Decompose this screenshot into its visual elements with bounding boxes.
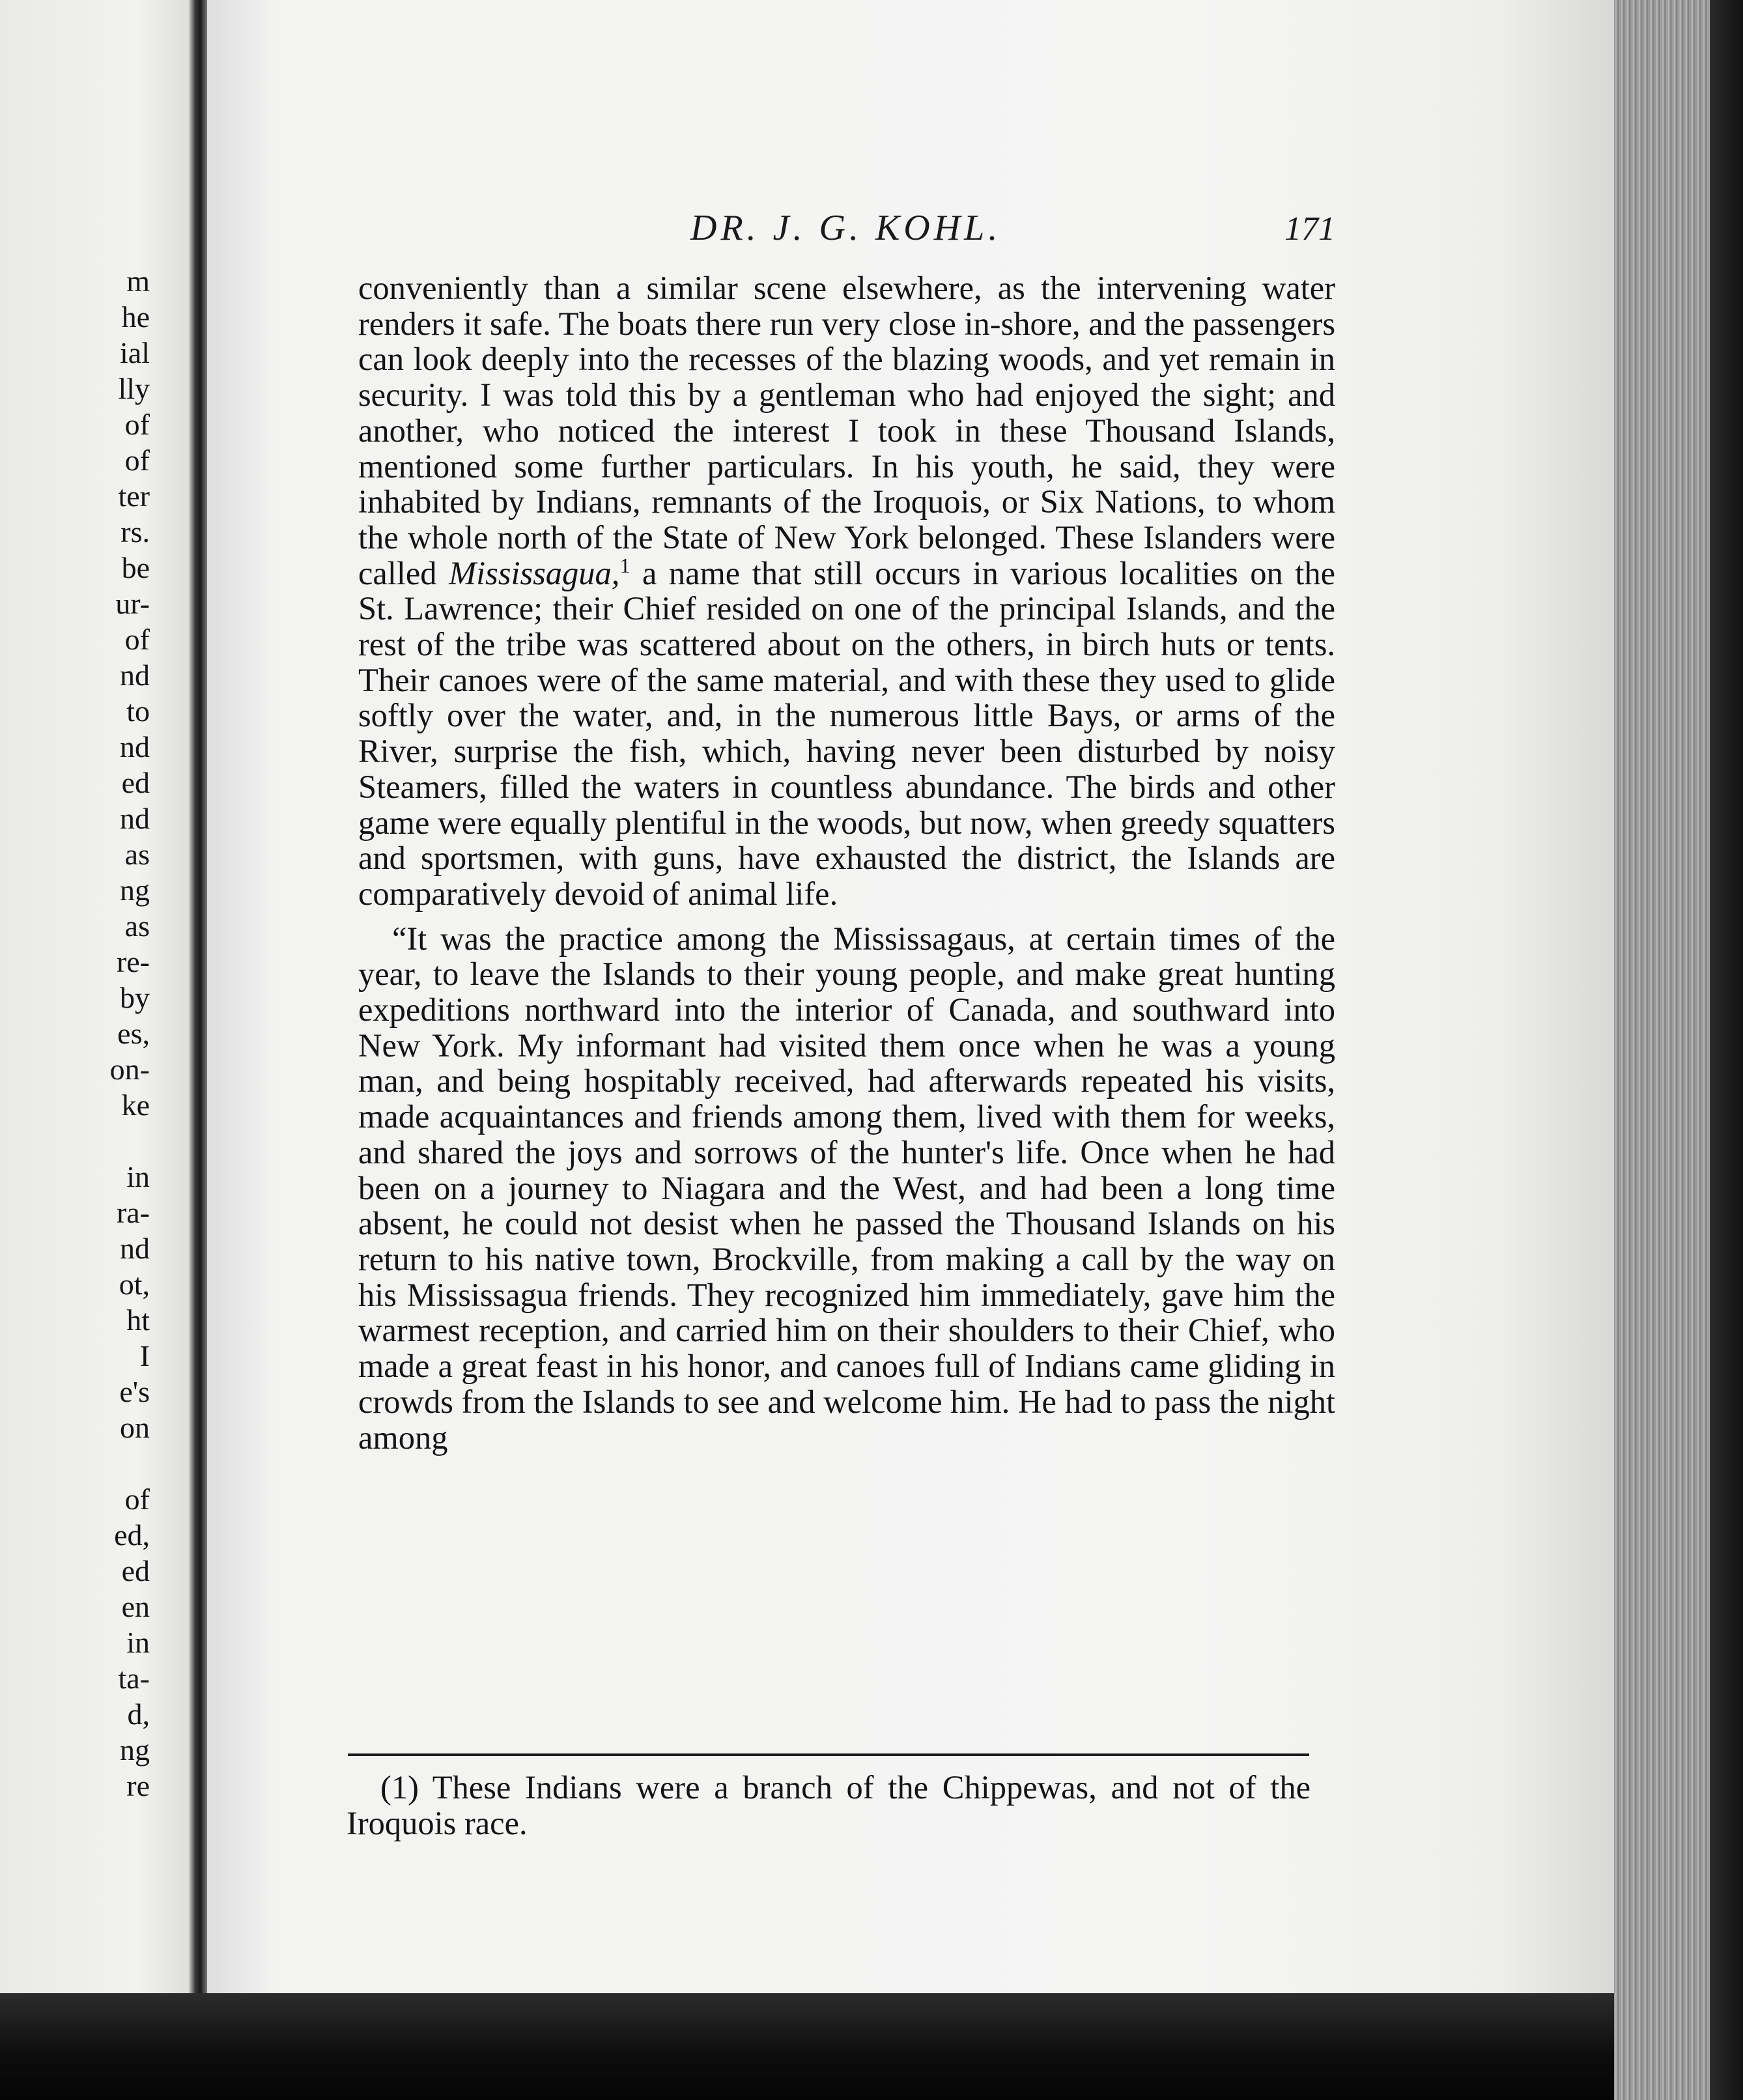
footnote-text: (1) These Indians were a branch of the Chippewas, and not of the Iroquois race. (347, 1769, 1311, 1841)
previous-page-fragment: as (124, 838, 150, 871)
previous-page-fragment: ng (120, 1733, 150, 1767)
previous-page-fragment: on (120, 1411, 150, 1444)
previous-page-fragment: in (126, 1160, 150, 1193)
previous-page-fragment: be (121, 551, 150, 584)
previous-page-fragment: ot, (119, 1268, 150, 1301)
previous-page-fragment: ed (121, 766, 150, 799)
footnote (347, 1770, 1311, 1841)
previous-page-fragment: ed, (114, 1518, 150, 1552)
previous-page-fragment: of (124, 444, 150, 477)
previous-page-fragment: ng (120, 873, 150, 907)
paragraph-2: “It was the practice among the Mississagaus, at certain times of the year, to leave the Islands to their young people, and make great hunting expeditions northward into the interior of Canada, and southward into New York. My informant had visited them once when he was a young man, and being hospitably received, had afterwards repeated his visits, made acquaintances and friends among them, lived with them for weeks, and shared the joys and sorrows of the hunter's life. Once when he had been on a journey to Niagara and the West, and had been a long time absent, he could not desist when he passed the Thousand Islands on his return to his native town, Brockville, from making a call by the way on his Mississagua friends. They recognized him immediately, gave him the warmest reception, and carried him on their shoulders to their Chief, who made a great feast in his honor, and canoes full of Indians came gliding in crowds from the Islands to see and welcome him. He had to pass the night among (358, 920, 1335, 1456)
scan-bottom-shadow (0, 1993, 1614, 2100)
previous-page-fragment: by (120, 981, 150, 1014)
previous-page-fragment: nd (120, 802, 150, 835)
previous-page-fragment: nd (120, 1232, 150, 1265)
previous-page-fragment: ed (121, 1554, 150, 1587)
previous-page-fragment: e's (119, 1375, 150, 1408)
previous-page-fragment: m (126, 264, 150, 298)
previous-page-fragment: re- (116, 945, 150, 978)
previous-page-fragment: of (124, 408, 150, 441)
previous-page-fragment: nd (120, 659, 150, 692)
previous-page-fragment: to (126, 694, 150, 728)
previous-page-fragment: ke (121, 1088, 150, 1122)
previous-page-fragment: I (139, 1339, 150, 1372)
previous-page-fragment: as (124, 909, 150, 943)
previous-page-fragment: ter (118, 479, 150, 513)
previous-page-fragment: ta- (118, 1662, 150, 1695)
previous-page-fragment: he (121, 300, 150, 333)
footnote-rule (348, 1753, 1309, 1756)
italic-term-mississagua: Mississagua, (449, 554, 620, 591)
previous-page-fragment: re (126, 1769, 150, 1802)
page-number: 171 (1284, 210, 1335, 248)
paragraph-1 (358, 270, 1335, 912)
running-title: DR. J. G. KOHL. (690, 208, 1002, 248)
previous-page-fragment: of (124, 623, 150, 656)
previous-page-edge (0, 0, 195, 1993)
body-text (358, 270, 1335, 1455)
previous-page-fragment: d, (127, 1697, 150, 1731)
previous-page-fragment: in (126, 1626, 150, 1659)
previous-page-text-fragments (0, 263, 150, 1804)
previous-page-fragment: ur- (115, 587, 150, 620)
previous-page-fragment: en (121, 1590, 150, 1623)
footnote-marker: 1 (619, 553, 631, 577)
previous-page-fragment (0, 1445, 150, 1481)
paragraph-1-text-a: conveniently than a similar scene elsewhere, as the intervening water renders it safe. The boats there run very close in-shore, and the passengers can look deeply into the recesses of the blazing woods, and yet remain in security. I was told this by a gentleman who had enjoyed the sight; and another, who noticed the interest I took in these Thousand Islands, mentioned some further particulars. In his youth, he said, they were inhabited by Indians, remnants of the Iroquois, or Six Nations, to whom the whole north of the State of New York belonged. These Islanders were called (358, 270, 1335, 591)
previous-page-fragment: on- (109, 1053, 150, 1086)
previous-page-fragment: es, (117, 1017, 150, 1050)
previous-page-fragment: rs. (120, 515, 150, 548)
previous-page-fragment (0, 1123, 150, 1159)
previous-page-fragment: ra- (116, 1196, 150, 1229)
previous-page-fragment: lly (118, 372, 150, 405)
previous-page-fragment: ht (126, 1303, 150, 1337)
previous-page-fragment: nd (120, 730, 150, 763)
previous-page-fragment: ial (120, 336, 150, 369)
previous-page-fragment: of (124, 1483, 150, 1516)
book-cover-edge (1710, 0, 1743, 2100)
paragraph-1-text-b: a name that still occurs in various localities on the St. Lawrence; their Chief resided on one of the principal Islands, and the rest of the tribe was scattered about on the others, in birch huts or tents. Their canoes were of the same material, and with these they used to glide softly over the water, and, in the numerous little Bays, or arms of the River, surprise the fish, which, having never been disturbed by noisy Steamers, filled the waters in countless abundance. The birds and other game were equally plentiful in the woods, but now, when greedy squatters and sportsmen, with guns, have exhausted the district, the Islands are comparatively devoid of animal life. (358, 554, 1335, 912)
